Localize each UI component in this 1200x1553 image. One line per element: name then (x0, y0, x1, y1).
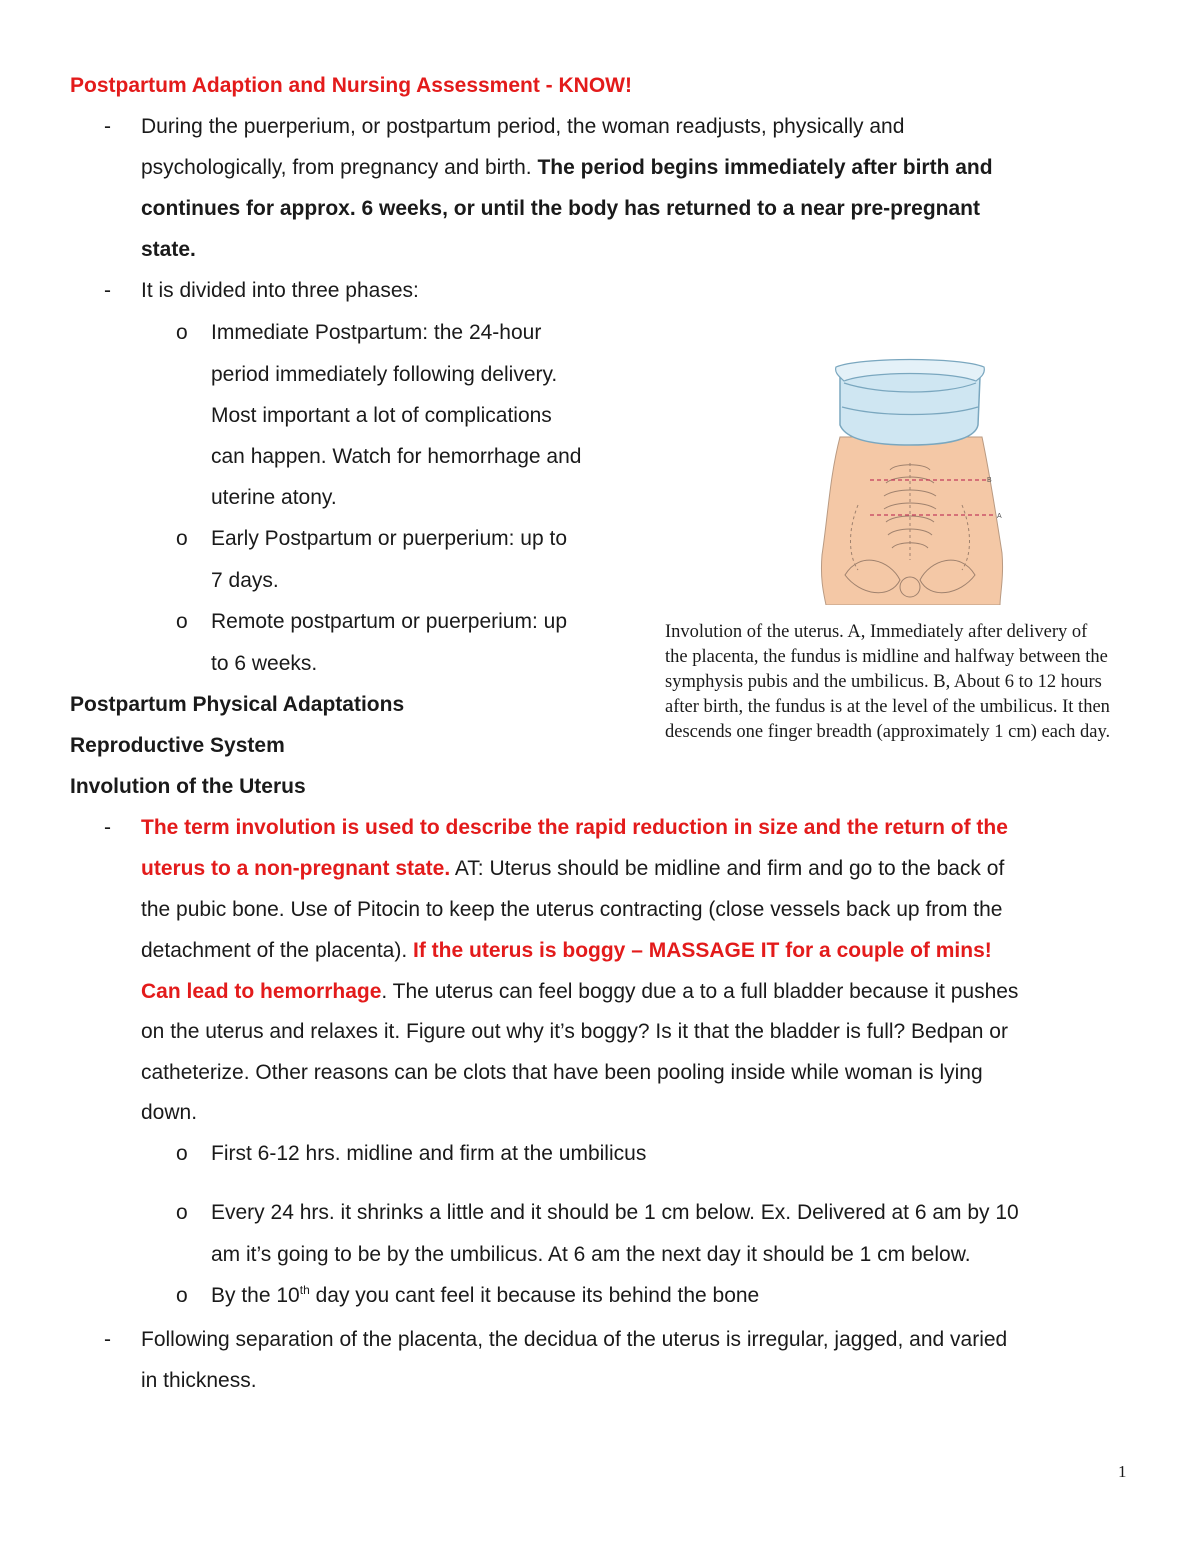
involution-line-3: the pubic bone. Use of Pitocin to keep the uterus contracting (close vessels back up from the (141, 898, 1003, 921)
involution-line-4-red: If the uterus is boggy – MASSAGE IT for a couple of mins! (413, 939, 992, 962)
intro-line-2 (141, 156, 993, 180)
involution-line-5-normal: . The uterus can feel boggy due a to a full bladder because it pushes (381, 980, 1019, 1003)
involution-line-5 (141, 980, 1018, 1004)
document-title: Postpartum Adaption and Nursing Assessment - KNOW! (70, 74, 632, 97)
heading-reproductive-system: Reproductive System (70, 734, 285, 757)
involution-line-7: catheterize. Other reasons can be clots that have been pooling inside while woman is lying (141, 1061, 983, 1084)
decidua-line-1: Following separation of the placenta, the decidua of the uterus is irregular, jagged, and varied (141, 1328, 1008, 1351)
heading-physical-adaptations: Postpartum Physical Adaptations (70, 693, 405, 716)
o-bullet: o (176, 1201, 188, 1224)
caption-line: the placenta, the fundus is midline and halfway between the (665, 647, 1108, 667)
figure-label-b: B (987, 477, 992, 484)
o-bullet: o (176, 321, 188, 344)
o-bullet: o (176, 1142, 188, 1165)
subpoint-2a: Every 24 hrs. it shrinks a little and it should be 1 cm below. Ex. Delivered at 6 am by 10 (211, 1201, 1019, 1224)
subpoint-2b: am it’s going to be by the umbilicus. At 6 am the next day it should be 1 cm below. (211, 1243, 971, 1266)
phase-3-line: Remote postpartum or puerperium: up (211, 610, 568, 633)
involution-line-1: The term involution is used to describe the rapid reduction in size and the return of the (141, 816, 1008, 839)
caption-line: symphysis pubis and the umbilicus. B, About 6 to 12 hours (665, 672, 1102, 692)
phase-1-line: uterine atony. (211, 486, 337, 509)
dash-bullet: - (104, 1328, 111, 1351)
caption-line: Involution of the uterus. A, Immediately after delivery of (665, 622, 1088, 642)
page-number: 1 (1118, 1462, 1127, 1481)
dash-bullet: - (104, 816, 111, 839)
involution-line-4-normal: detachment of the placenta). (141, 939, 414, 962)
figure-caption (665, 620, 1175, 745)
subpoint-3-sup: th (299, 1283, 310, 1297)
involution-line-2-red: uterus to a non-pregnant state. (141, 857, 451, 880)
caption-line: after birth, the fundus is at the level of the umbilicus. It then (665, 697, 1110, 717)
involution-line-2-normal: AT: Uterus should be midline and firm and go to the back of (450, 857, 1005, 880)
phase-2-line: 7 days. (211, 569, 279, 592)
figure-label-a: A (997, 513, 1002, 520)
intro-line-3: continues for approx. 6 weeks, or until the body has returned to a near pre-pregnant (141, 197, 980, 220)
caption-line: descends one finger breadth (approximately 1 cm) each day. (665, 722, 1111, 742)
phases-lead: It is divided into three phases: (141, 279, 419, 302)
intro-line-2-normal: psychologically, from pregnancy and birth. (141, 156, 538, 179)
o-bullet: o (176, 610, 188, 633)
involution-line-5-red: Can lead to hemorrhage (141, 980, 382, 1003)
heading-involution: Involution of the Uterus (70, 775, 306, 798)
involution-line-4 (141, 939, 992, 963)
phase-1-line: Most important a lot of complications (211, 404, 552, 427)
phase-1-line: Immediate Postpartum: the 24-hour (211, 321, 542, 344)
subpoint-3 (211, 1284, 759, 1308)
o-bullet: o (176, 527, 188, 550)
dash-bullet: - (104, 115, 111, 138)
intro-line-1: During the puerperium, or postpartum period, the woman readjusts, physically and (141, 115, 905, 138)
decidua-line-2: in thickness. (141, 1369, 257, 1392)
phase-3-line: to 6 weeks. (211, 652, 318, 675)
involution-line-6: on the uterus and relaxes it. Figure out why it’s boggy? Is it that the bladder is full? Bedpan or (141, 1020, 1008, 1043)
uterus-involution-figure (800, 355, 1015, 605)
subpoint-3-post: day you cant feel it because its behind the bone (309, 1284, 760, 1307)
intro-line-2-bold: The period begins immediately after birth and (537, 156, 993, 179)
phase-1-line: period immediately following delivery. (211, 363, 558, 386)
involution-line-8: down. (141, 1101, 198, 1124)
phase-1-line: can happen. Watch for hemorrhage and (211, 445, 582, 468)
involution-line-2 (141, 857, 1004, 881)
subpoint-3-pre: By the 10 (211, 1284, 300, 1307)
intro-line-4: state. (141, 238, 196, 261)
subpoint-1: First 6-12 hrs. midline and firm at the umbilicus (211, 1142, 647, 1165)
dash-bullet: - (104, 279, 111, 302)
phase-2-line: Early Postpartum or puerperium: up to (211, 527, 567, 550)
o-bullet: o (176, 1284, 188, 1307)
